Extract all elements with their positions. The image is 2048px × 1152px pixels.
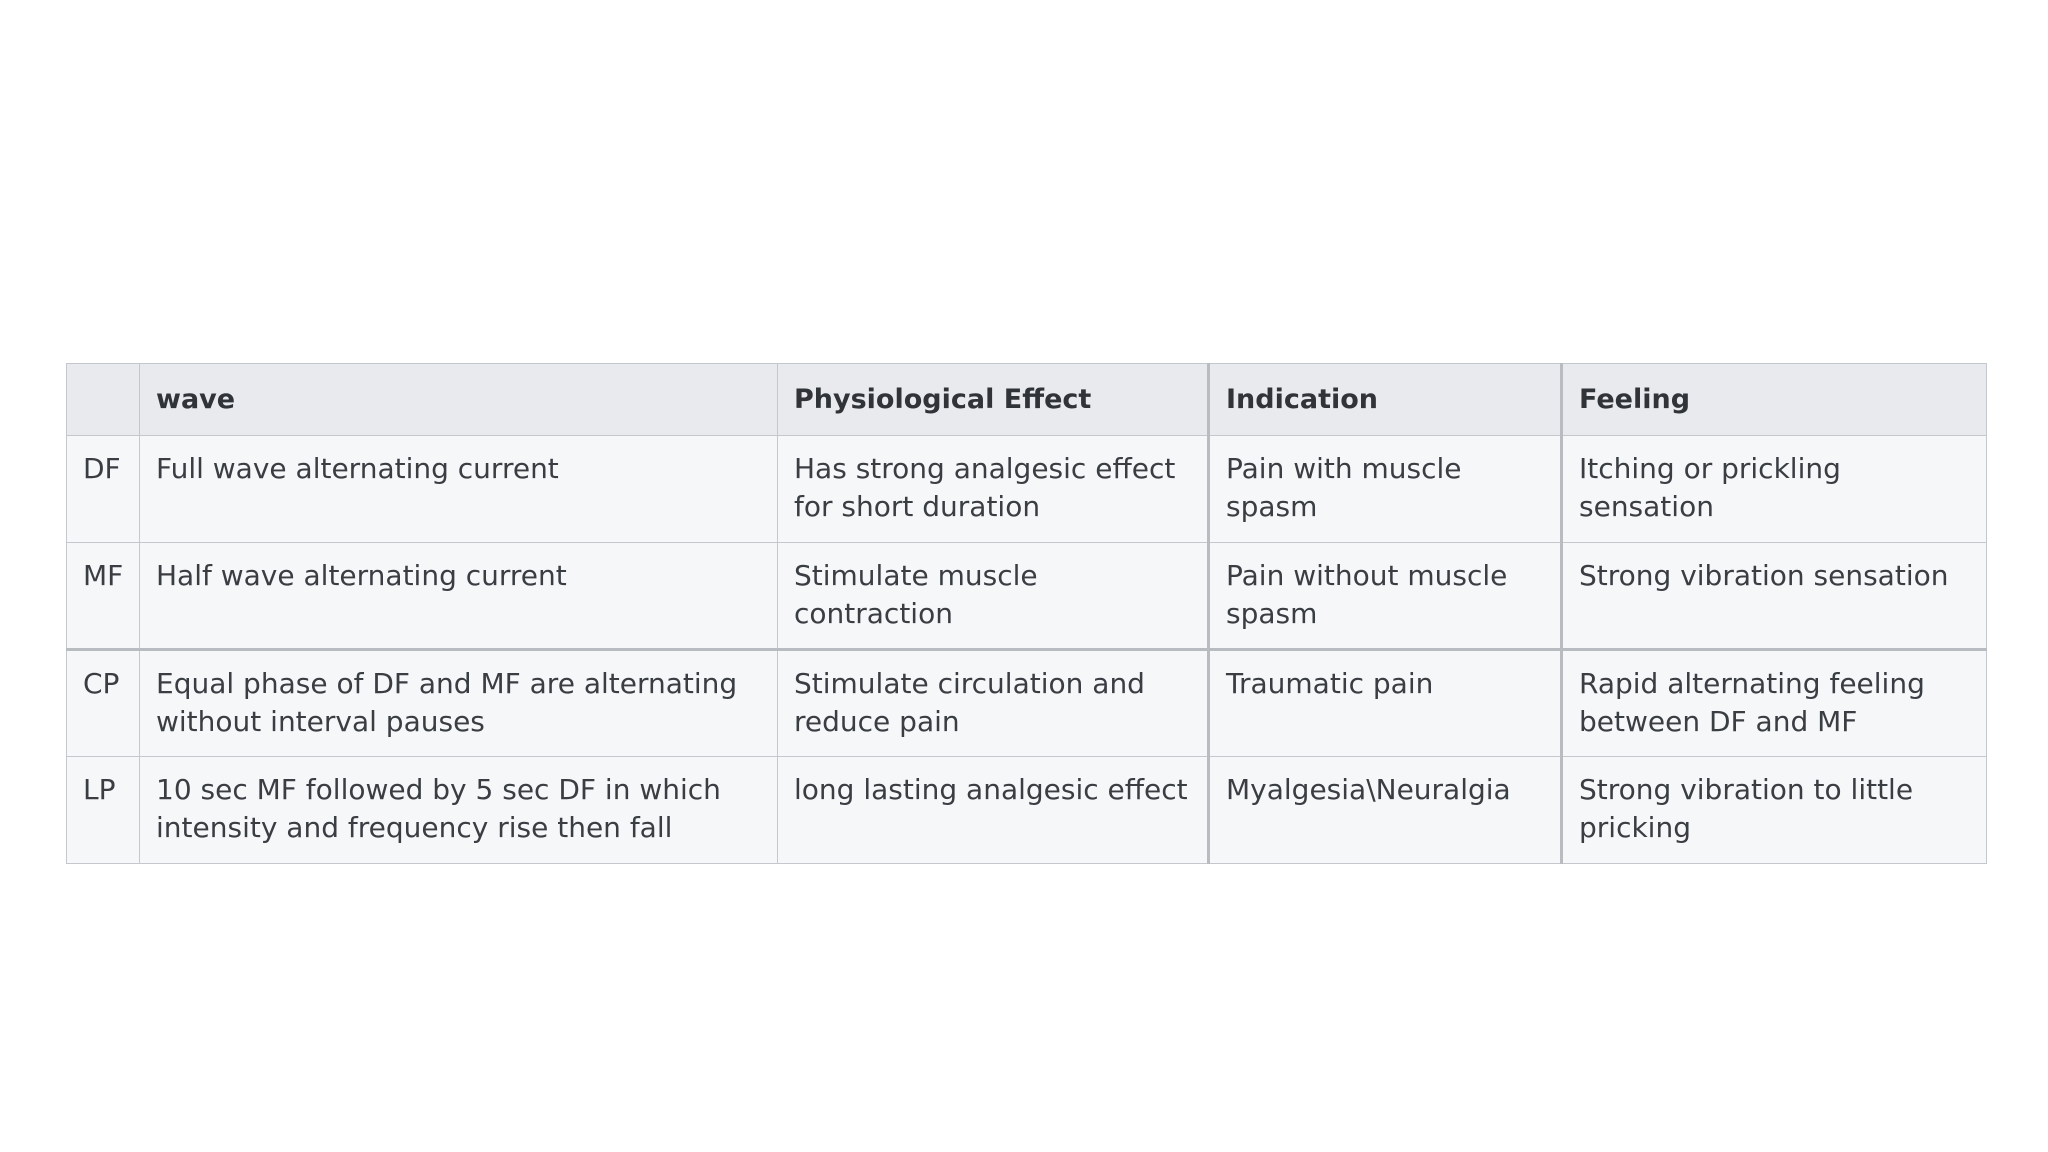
table-row xyxy=(67,436,1987,543)
cell-indication: Myalgesia\Neuralgia xyxy=(1209,757,1562,864)
cell-feeling: Rapid alternating feeling between DF and MF xyxy=(1562,650,1987,757)
cell-wave: Half wave alternating current xyxy=(140,543,778,650)
header-physiological-effect: Physiological Effect xyxy=(778,364,1209,436)
current-types-table xyxy=(66,363,1987,864)
cell-code: LP xyxy=(67,757,140,864)
cell-indication: Pain without muscle spasm xyxy=(1209,543,1562,650)
cell-code: CP xyxy=(67,650,140,757)
cell-feeling: Itching or prickling sensation xyxy=(1562,436,1987,543)
cell-effect: Has strong analgesic effect for short duration xyxy=(778,436,1209,543)
cell-wave: 10 sec MF followed by 5 sec DF in which intensity and frequency rise then fall xyxy=(140,757,778,864)
cell-code: DF xyxy=(67,436,140,543)
header-wave: wave xyxy=(140,364,778,436)
data-table-container xyxy=(66,363,1986,864)
header-feeling: Feeling xyxy=(1562,364,1987,436)
cell-effect: Stimulate circulation and reduce pain xyxy=(778,650,1209,757)
cell-effect: Stimulate muscle contraction xyxy=(778,543,1209,650)
cell-feeling: Strong vibration to little pricking xyxy=(1562,757,1987,864)
cell-indication: Traumatic pain xyxy=(1209,650,1562,757)
table-row xyxy=(67,543,1987,650)
table-row xyxy=(67,757,1987,864)
cell-wave: Equal phase of DF and MF are alternating without interval pauses xyxy=(140,650,778,757)
header-indication: Indication xyxy=(1209,364,1562,436)
cell-indication: Pain with muscle spasm xyxy=(1209,436,1562,543)
cell-effect: long lasting analgesic effect xyxy=(778,757,1209,864)
cell-code: MF xyxy=(67,543,140,650)
table-header-row xyxy=(67,364,1987,436)
table-row xyxy=(67,650,1987,757)
cell-feeling: Strong vibration sensation xyxy=(1562,543,1987,650)
header-code xyxy=(67,364,140,436)
cell-wave: Full wave alternating current xyxy=(140,436,778,543)
